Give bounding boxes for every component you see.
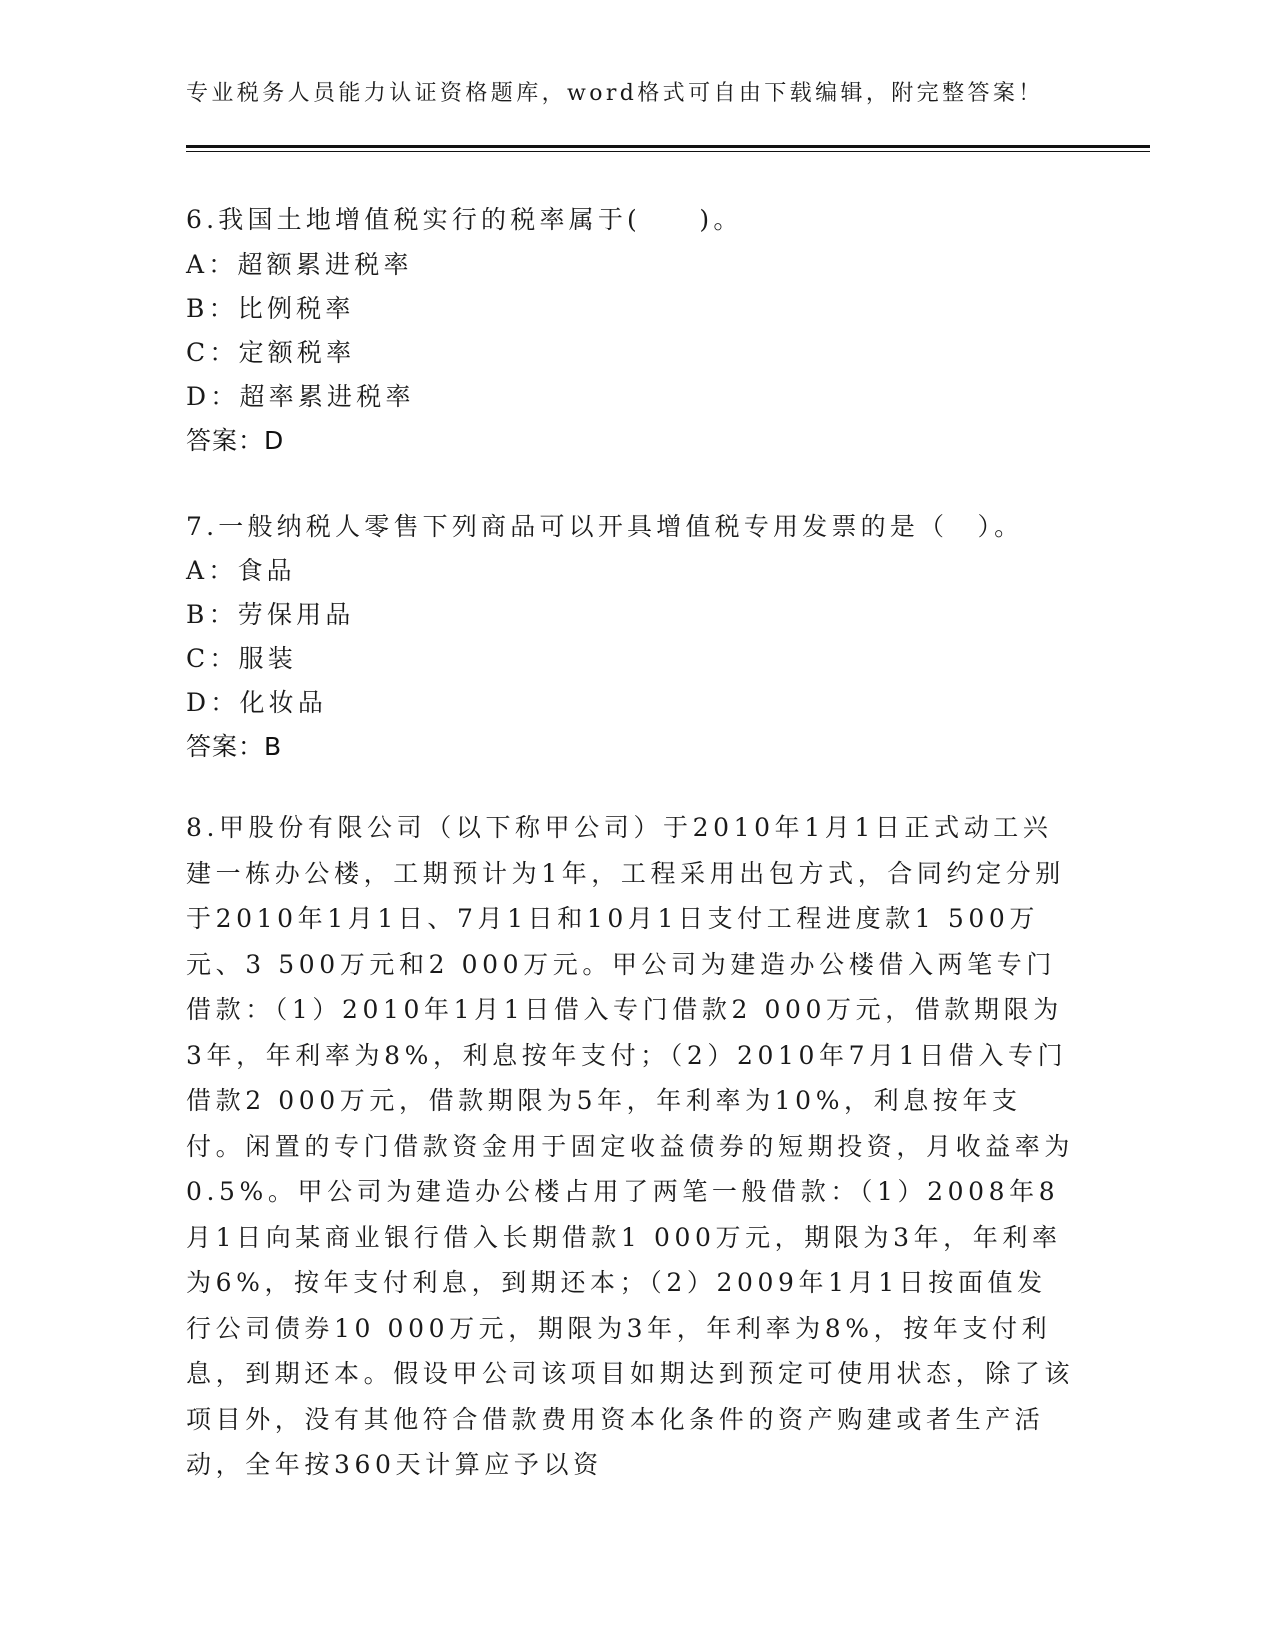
question-7-option-a: A：食品	[186, 556, 296, 585]
question-7-option-b: B：劳保用品	[186, 600, 355, 629]
question-8-stem: 8.甲股份有限公司（以下称甲公司）于2010年1月1日正式动工兴建一栋办公楼，工期预计为1年，工程采用出包方式，合同约定分别于2010年1月1日、7月1日和10月1日支付工程进度款1 500万元、3 500万元和2 000万元。甲公司为建造办公楼借入两笔专门借款：（1）2010年1月1日借入专门借款2 000万元，借款期限为3年，年利率为8%，利息按年支付；（2）2010年7月1日借入专门借款2 000万元，借款期限为5年，年利率为10%，利息按年支付。闲置的专门借款资金用于固定收益债券的短期投资，月收益率为0.5%。甲公司为建造办公楼占用了两笔一般借款：（1）2008年8月1日向某商业银行借入长期借款1 000万元，期限为3年，年利率为6%，按年支付利息，到期还本；（2）2009年1月1日按面值发行公司债券10 000万元，期限为3年，年利率为8%，按年支付利息，到期还本。假设甲公司该项目如期达到预定可使用状态，除了该项目外，没有其他符合借款费用资本化条件的资产购建或者生产活动，全年按360天计算应予以资	[186, 813, 1075, 1479]
question-6-option-b: B：比例税率	[186, 294, 355, 323]
question-6-option-a: A：超额累进税率	[186, 250, 413, 279]
page-header: 专业税务人员能力认证资格题库，word格式可自由下载编辑，附完整答案！	[186, 81, 1044, 106]
question-7-option-c: C：服装	[186, 644, 297, 673]
question-7-answer: 答案：B	[186, 732, 283, 761]
header-rule-thick	[186, 145, 1150, 148]
header-rule-thin	[186, 151, 1150, 152]
question-6-option-c: C：定额税率	[186, 338, 356, 367]
question-6-stem: 6.我国土地增值税实行的税率属于( )。	[186, 205, 743, 234]
question-6-answer: 答案：D	[186, 426, 285, 455]
question-6-option-d: D：超率累进税率	[186, 382, 415, 411]
question-7-stem: 7.一般纳税人零售下列商品可以开具增值税专用发票的是（ ）。	[186, 512, 1024, 541]
question-7-option-d: D：化妆品	[186, 688, 328, 717]
